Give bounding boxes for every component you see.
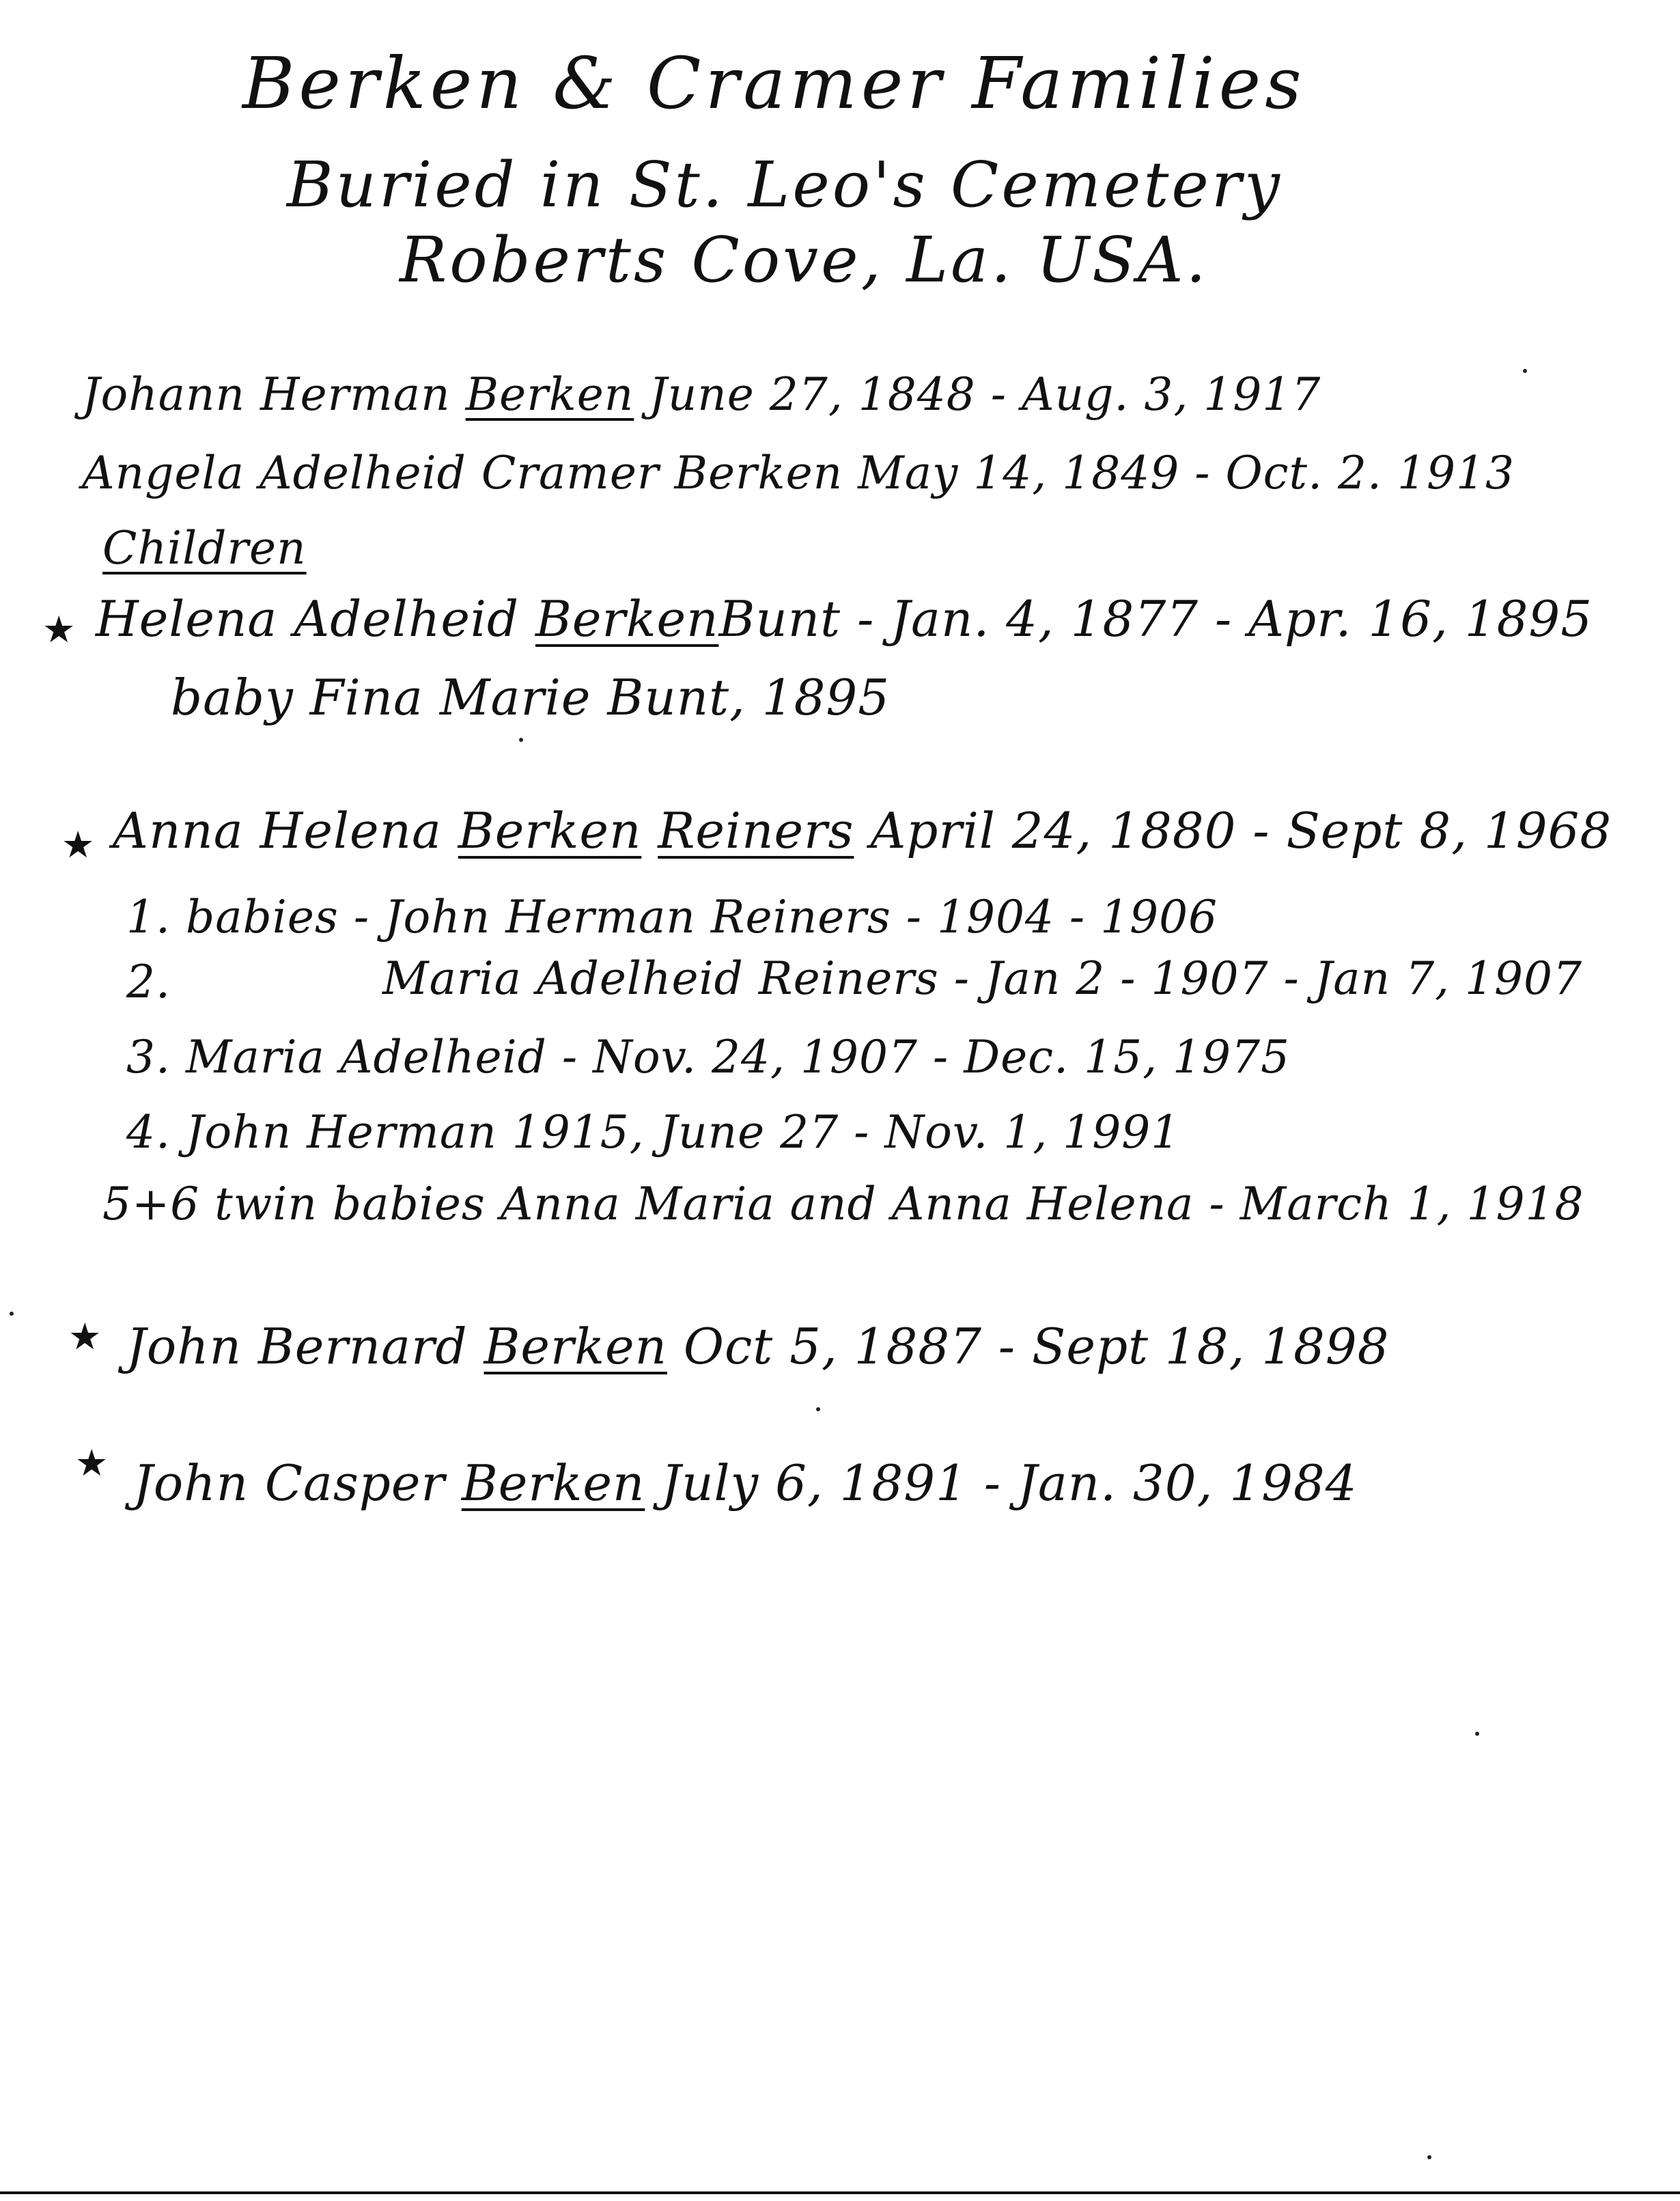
child-1-dates: - Jan. 4, 1877 - Apr. 16, 1895 — [856, 590, 1593, 648]
child-1-given-name: Helena Adelheid — [96, 590, 520, 648]
child-2-given-name: Anna Helena — [113, 802, 442, 859]
child-1-married-name: Bunt — [718, 590, 841, 648]
star-marker-child-2: ★ — [61, 823, 95, 866]
child-2-married-name: Reiners — [658, 802, 854, 859]
grandchild-entry-2: Maria Adelheid Reiners - Jan 2 - 1907 - Jan 7, 1907 — [382, 952, 1582, 1005]
grandchild-entry-3: 3. Maria Adelheid - Nov. 24, 1907 - Dec. 15, 1975 — [126, 1031, 1290, 1083]
star-marker-child-3: ★ — [68, 1315, 102, 1358]
child-2-surname: Berken — [458, 802, 642, 859]
child-3-dates: Oct 5, 1887 - Sept 18, 1898 — [683, 1318, 1390, 1375]
father-surname: Berken — [465, 368, 634, 421]
child-1-surname: Berken — [535, 590, 719, 648]
page-subtitle-cemetery: Buried in St. Leo's Cemetery — [287, 148, 1283, 221]
father-given-name: Johann Herman — [82, 368, 451, 421]
child-entry-helena — [96, 590, 1593, 648]
star-marker-child-1: ★ — [42, 608, 76, 651]
page-title: Berken & Cramer Families — [242, 42, 1306, 125]
star-marker-child-4: ★ — [75, 1441, 109, 1484]
child-3-surname: Berken — [484, 1318, 668, 1375]
parent-entry-father — [82, 368, 1321, 421]
child-entry-john-bernard — [126, 1318, 1390, 1375]
child-3-given-name: John Bernard — [126, 1318, 468, 1375]
mother-dates: May 14, 1849 - Oct. 2. 1913 — [858, 447, 1515, 499]
child-4-surname: Berken — [461, 1454, 645, 1512]
child-4-given-name: John Casper — [133, 1454, 445, 1512]
child-1-baby-entry: baby Fina Marie Bunt, 1895 — [171, 669, 891, 726]
page-subtitle-location: Roberts Cove, La. USA. — [400, 223, 1209, 296]
child-4-dates: July 6, 1891 - Jan. 30, 1984 — [661, 1454, 1358, 1512]
child-entry-anna-helena — [113, 802, 1612, 859]
grandchild-number-2: 2. — [126, 956, 171, 1008]
scan-speck — [1523, 369, 1527, 373]
parent-entry-mother — [82, 447, 1515, 499]
bottom-rule — [0, 2191, 1680, 2194]
scan-speck — [519, 738, 523, 742]
grandchild-entry-5-6: 5+6 twin babies Anna Maria and Anna Helena - March 1, 1918 — [102, 1178, 1584, 1230]
scan-speck — [1427, 2155, 1431, 2159]
child-2-dates: April 24, 1880 - Sept 8, 1968 — [870, 802, 1612, 859]
scan-speck — [1475, 1732, 1479, 1736]
scan-speck — [816, 1407, 820, 1411]
father-dates: June 27, 1848 - Aug. 3, 1917 — [649, 368, 1321, 421]
mother-name: Angela Adelheid Cramer Berken — [82, 447, 843, 499]
scan-speck — [10, 1312, 14, 1316]
children-heading: Children — [102, 522, 307, 575]
grandchild-entry-4: 4. John Herman 1915, June 27 - Nov. 1, 1991 — [126, 1106, 1181, 1159]
grandchild-entry-1: 1. babies - John Herman Reiners - 1904 - 1906 — [126, 891, 1218, 943]
child-entry-john-casper — [133, 1454, 1358, 1512]
